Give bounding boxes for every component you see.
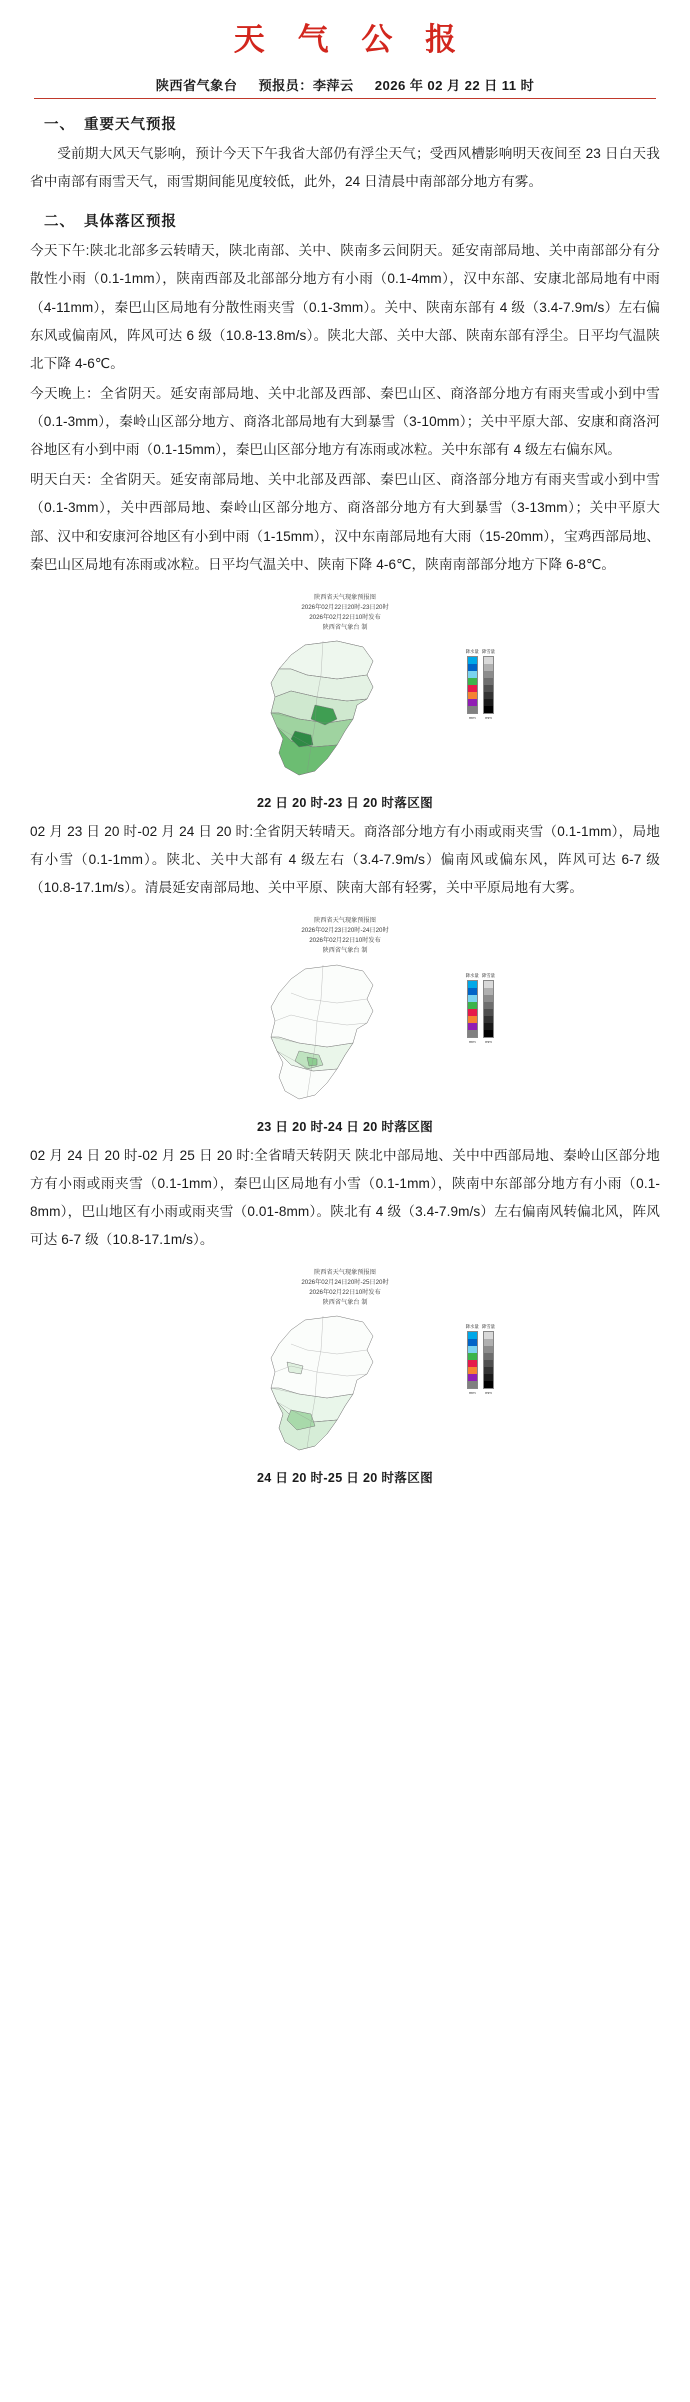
shaanxi-province-map-2: [187, 959, 503, 1109]
figure-1-header-line-3: 2026年02月22日10时发布: [309, 613, 381, 621]
legend-rain-unit-1: mm: [468, 714, 476, 720]
section-title-2: 具体落区预报: [84, 214, 177, 231]
byline-forecaster: 预报员：李萍云: [258, 78, 354, 93]
figure-3-caption: 24 日 20 时-25 日 20 时落区图: [257, 1471, 433, 1486]
byline-office: 陕西省气象台: [155, 78, 238, 93]
title-block: [0, 0, 690, 69]
section-heading-1: [30, 113, 660, 134]
shaanxi-province-map-1: [187, 635, 503, 785]
legend-rain-3: [466, 1324, 479, 1395]
figure-1-legend: [466, 649, 495, 720]
forecast-tomorrow-daytime: 明天白天：全省阴天。延安南部局地、关中北部及西部、秦巴山区、商洛部分地方有雨夹雪或小到中雪（0.1-3mm），关中西部局地、秦岭山区部分地方、商洛部分地方有大到暴雪（3-13mm）；关中平原大部、汉中和安康河谷地区有小到中雨（1-15mm），汉中东南部局地有大雨（15-20mm），宝鸡西部局地、秦巴山区局地有冻雨或冰粒。日平均气温关中、陕南下降 4-6℃，陕南南部部分地方下降 6-8℃。: [30, 472, 660, 572]
figure-2-legend: [466, 973, 495, 1044]
legend-snow-2: [482, 973, 495, 1044]
legend-snow-title-3: 降雪量: [481, 1324, 495, 1330]
figure-2-map: [187, 959, 503, 1109]
byline-block: [0, 69, 690, 99]
figure-2-header: [187, 916, 503, 956]
figure-3-legend: [466, 1324, 495, 1395]
legend-rain-2: [466, 973, 479, 1044]
legend-snow-unit-1: mm: [485, 714, 492, 720]
figure-1: [30, 593, 660, 812]
section-title-1: 重要天气预报: [84, 117, 177, 133]
figure-2-caption: 23 日 20 时-24 日 20 时落区图: [257, 1119, 433, 1134]
figure-2-header-line-1: 陕西省天气现象预报图: [314, 917, 376, 925]
byline: [34, 75, 656, 99]
figure-1-header-line-2: 2026年02月22日20时-23日20时: [301, 603, 389, 611]
legend-snow-3: [482, 1324, 495, 1395]
figure-2: [30, 916, 660, 1135]
figure-1-header: [187, 593, 503, 633]
document-body: [0, 113, 690, 1487]
section-1-paragraph-1: 受前期大风天气影响，预计今天下午我省大部仍有浮尘天气；受西风槽影响明天夜间至 23 日白天我省中南部有雨雪天气，雨雪期间能见度较低，此外，24 日清晨中南部部分地方有雾。: [30, 146, 660, 190]
legend-rain-title-2: 降水量: [465, 972, 479, 978]
figure-3-header-line-2: 2026年02月24日20时-25日20时: [301, 1279, 389, 1287]
figure-1-header-line-4: 陕西省气象台 制: [322, 623, 368, 631]
figure-1-caption: 22 日 20 时-23 日 20 时落区图: [257, 795, 433, 810]
legend-rain-unit-2: mm: [468, 1038, 476, 1044]
legend-rain-unit-3: mm: [468, 1390, 476, 1396]
figure-3-map: [187, 1310, 503, 1460]
figure-1-map: [187, 635, 503, 785]
figure-2-header-line-2: 2026年02月23日20时-24日20时: [301, 927, 389, 935]
figure-3-header-line-3: 2026年02月22日10时发布: [309, 1289, 381, 1297]
figure-3-header-line-1: 陕西省天气现象预报图: [314, 1269, 376, 1276]
forecast-feb23-to-feb24: 02 月 23 日 20 时-02 月 24 日 20 时:全省阴天转晴天。商洛部分地方有小雨或雨夹雪（0.1-1mm），局地有小雪（0.1-1mm）。陕北、关中大部有 4 级左右（3.4-7.9m/s）偏南风或偏东风，阵风可达 6-7 级（10.8-17.1m/s）。清晨延安南部局地、关中平原、陕南大部有轻雾，关中平原局地有大雾。: [30, 823, 660, 896]
legend-snow-unit-2: mm: [485, 1038, 492, 1044]
figure-3-header: [187, 1268, 503, 1308]
legend-rain-title-1: 降水量: [465, 648, 479, 654]
forecast-today-afternoon: 今天下午:陕北北部多云转晴天，陕北南部、关中、陕南多云间阴天。延安南部局地、关中南部部分有分散性小雨（0.1-1mm），陕南西部及北部部分地方有小雨（0.1-4mm），汉中东部、安康北部局地有中雨（4-11mm），秦巴山区局地有分散性雨夹雪（0.1-3mm）。关中、陕南东部有 4 级（3.4-7.9m/s）左右偏东风或偏南风，阵风可达 6 级（10.8-13.8m/s）。陕北大部、关中大部、陕南东部有浮尘。日平均气温陕北下降 4-6℃。: [30, 243, 660, 371]
legend-snow-title-2: 降雪量: [481, 972, 495, 978]
forecast-tonight: 今天晚上：全省阴天。延安南部局地、关中北部及西部、秦巴山区、商洛部分地方有雨夹雪或小到中雪（0.1-3mm），秦岭山区部分地方、商洛北部局地有大到暴雪（3-10mm）；关中平原大部、安康和商洛河谷地区有小到中雨（0.1-15mm），秦巴山区部分地方有冻雨或冰粒。关中东部有 4 级左右偏东风。: [30, 385, 660, 458]
shaanxi-province-map-3: [187, 1310, 503, 1460]
figure-3-header-line-4: 陕西省气象台 制: [322, 1299, 368, 1307]
legend-snow-title-1: 降雪量: [481, 648, 495, 654]
legend-rain-1: [466, 649, 479, 720]
legend-rain-title-3: 降水量: [465, 1324, 479, 1330]
figure-2-header-line-4: 陕西省气象台 制: [322, 947, 368, 955]
section-number-2: 二、: [44, 214, 75, 231]
byline-datetime: 2026 年 02 月 22 日 11 时: [374, 78, 535, 93]
legend-snow-unit-3: mm: [485, 1390, 492, 1396]
figure-2-header-line-3: 2026年02月22日10时发布: [309, 937, 381, 945]
legend-snow-1: [482, 649, 495, 720]
figure-1-header-line-1: 陕西省天气现象预报图: [314, 593, 376, 601]
forecast-feb24-to-feb25: 02 月 24 日 20 时-02 月 25 日 20 时:全省晴天转阴天 陕北中部局地、关中中西部局地、秦岭山区部分地方有小雨或雨夹雪（0.1-1mm），秦巴山区局地有小雪（0.1-1mm），陕南中东部部分地方有小雨（0.1-8mm），巴山地区有小雨或雨夹雪（0.01-8mm）。陕北有 4 级（3.4-7.9m/s）左右偏南风转偏北风，阵风可达 6-7 级（10.8-17.1m/s）。: [30, 1147, 660, 1247]
page-title: 天 气 公 报: [233, 22, 468, 58]
section-heading-2: [30, 210, 660, 231]
section-number-1: 一、: [44, 117, 75, 133]
figure-3: [30, 1268, 660, 1487]
